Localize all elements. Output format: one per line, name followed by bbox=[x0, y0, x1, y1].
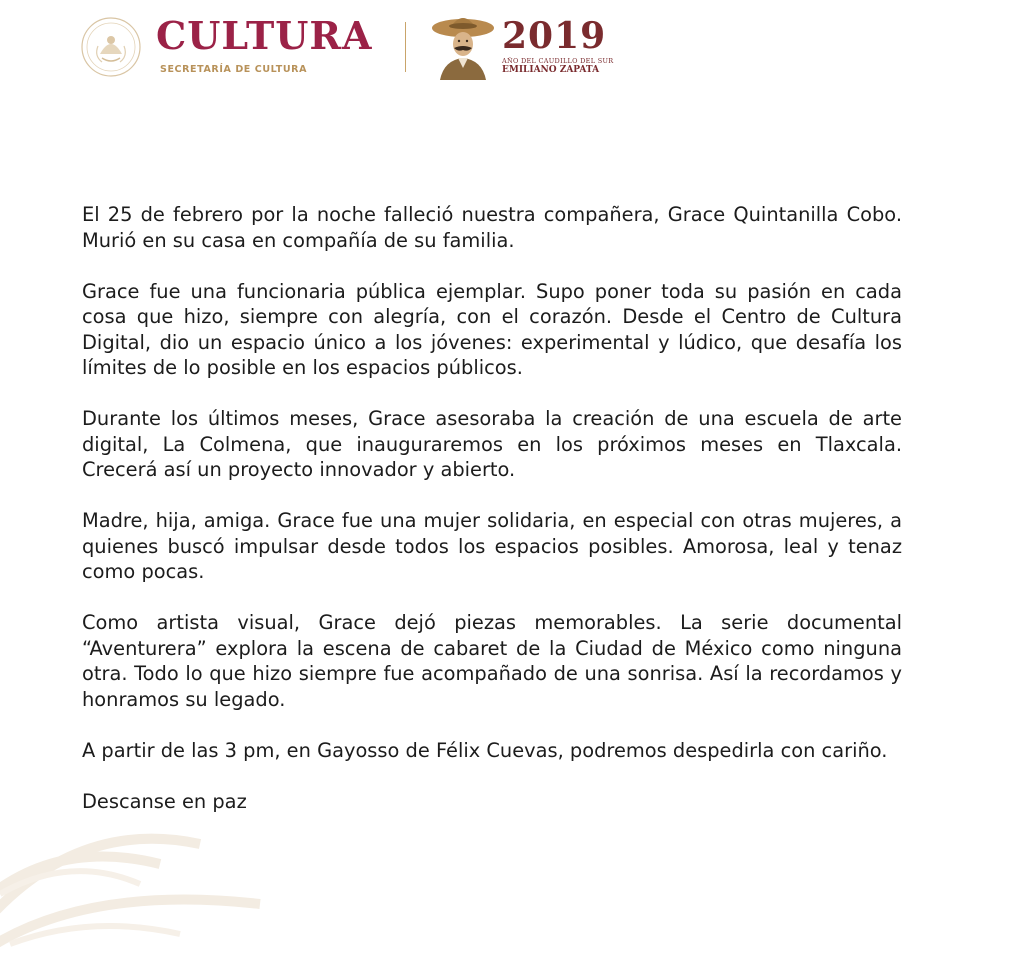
paragraph-6: A partir de las 3 pm, en Gayosso de Félix Cuevas, podremos despedirla con cariño. bbox=[82, 738, 888, 762]
mexican-coat-of-arms-icon bbox=[80, 16, 142, 78]
paragraph-5: Como artista visual, Grace dejó piezas memorables. La serie documental “Aventurera” explora la escena de cabaret de la Ciudad de México como ninguna otra. Todo lo que hizo siempre fue acompañado de una sonrisa. Así la recordamos y honramos su legado. bbox=[82, 611, 902, 711]
paragraph-4: Madre, hija, amiga. Grace fue una mujer solidaria, en especial con otras mujeres, a quienes buscó impulsar desde todos los espacios posibles. Amorosa, leal y tenaz como pocas. bbox=[82, 509, 902, 583]
year-subtitle-1: AÑO DEL CAUDILLO DEL SUR bbox=[502, 57, 614, 65]
header-divider bbox=[405, 22, 406, 72]
paragraph-1: El 25 de febrero por la noche falleció nuestra compañera, Grace Quintanilla Cobo. Murió en su casa en compañía de su familia. bbox=[82, 203, 902, 252]
brand-block bbox=[156, 14, 372, 75]
letterhead bbox=[80, 12, 640, 82]
paragraph-3: Durante los últimos meses, Grace asesoraba la creación de una escuela de arte digital, La Colmena, que inauguraremos en los próximos meses en Tlaxcala. Crecerá así un proyecto innovador y abierto. bbox=[82, 407, 902, 481]
year-title: 2019 bbox=[502, 15, 607, 57]
letter-body bbox=[82, 202, 902, 840]
brand-subtitle: SECRETARÍA DE CULTURA bbox=[160, 64, 308, 75]
closing-line: Descanse en paz bbox=[82, 789, 247, 813]
brand-title: CULTURA bbox=[156, 13, 373, 58]
year-subtitle-2: EMILIANO ZAPATA bbox=[502, 65, 600, 75]
year-block bbox=[502, 16, 613, 75]
emiliano-zapata-portrait-icon bbox=[430, 12, 496, 80]
paragraph-2: Grace fue una funcionaria pública ejemplar. Supo poner toda su pasión en cada cosa que hizo, siempre con alegría, con el corazón. Desde el Centro de Cultura Digital, dio un espacio único a los jóvenes: experimental y lúdico, que desafía los límites de lo posible en los espacios públicos. bbox=[82, 279, 902, 379]
